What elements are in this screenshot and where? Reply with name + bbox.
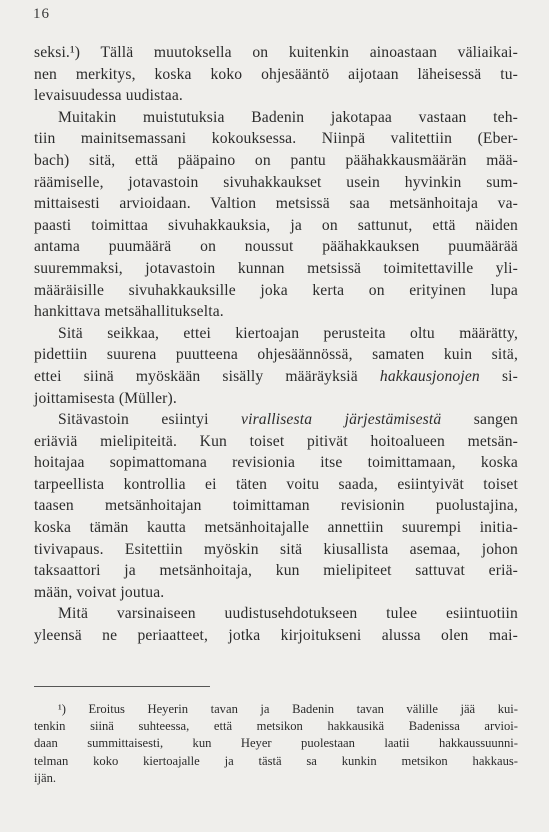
text-line: mittaisesti arvioidaan. Valtion metsissä saa metsänhoitaja va- — [34, 195, 518, 213]
footnote-line: ¹) Eroitus Heyerin tavan ja Badenin tavan välille jää kui- — [58, 702, 518, 716]
text-line: Mitä varsinaiseen uudistusehdotukseen tulee esiintuotiin — [58, 605, 518, 623]
text-line: Sitävastoin esiintyi virallisesta järjestämisestä sangen — [58, 411, 518, 429]
text-line: levaisuudessa uudistaa. — [34, 87, 183, 105]
page-number: 16 — [33, 6, 50, 22]
text-line: määräisille sivuhakkauksille joka kerta on erityinen lupa — [34, 281, 518, 299]
text-line: tiin mainitsemassani kokouksessa. Niinpä valitettiin (Eber- — [34, 130, 518, 148]
footnote-line: daan summittaisesti, kun Heyer puolestaan laatii hakkaussuunni- — [34, 736, 518, 751]
text-line: suuremmaksi, jotavastoin kunnan metsissä toimitettaville yli- — [34, 259, 518, 277]
text-line: tarpeellista kontrollia ei täten voitu saada, esiintyivät toiset — [34, 475, 518, 493]
footnotes — [34, 701, 518, 787]
footnote-line: ijän. — [34, 770, 57, 785]
text-line: taksaattori ja metsänhoitaja, kun mielipiteet sattuvat eriä- — [34, 562, 518, 580]
body-text — [34, 42, 518, 647]
text-line: räämiselle, jotavastoin sivuhakkaukset usein hyvinkin sum- — [34, 173, 518, 191]
footnote-line: telman koko kiertoajalle ja tästä sa kunkin metsikon hakkaus- — [34, 753, 518, 768]
text-line: joittamisesta (Müller). — [34, 389, 177, 407]
text-line: Muitakin muistutuksia Badenin jakotapaa vastaan teh- — [58, 108, 518, 126]
footnote-line: tenkin siinä suhteessa, että metsikon hakkausikä Badenissa arvioi- — [34, 719, 518, 734]
text-line: seksi.¹) Tällä muutoksella on kuitenkin ainoastaan väliaikai- — [34, 44, 518, 61]
text-line: bach) sitä, että pääpaino on pantu päähakkausmäärän mää- — [34, 151, 518, 169]
text-line: ettei siinä myöskään sisälly määräyksiä hakkausjonojen si- — [34, 367, 518, 385]
text-line: Sitä seikkaa, ettei kiertoajan perusteita oltu määrätty, — [58, 324, 518, 342]
text-line: yleensä ne periaatteet, jotka kirjoitukseni alussa olen mai- — [34, 627, 518, 645]
text-line: nen merkitys, koska koko ohjesääntö aijotaan läheisessä tu- — [34, 65, 518, 83]
italic-phrase: virallisesta järjestämisestä — [241, 411, 442, 429]
text-line: hankittava metsähallitukselta. — [34, 303, 224, 321]
text-line: mään, voivat joutua. — [34, 583, 165, 601]
text-line: paasti toimittaa sivuhakkauksia, ja on sattunut, että näiden — [34, 216, 518, 234]
text-line: eriäviä mielipiteitä. Kun toiset pitivät hoitoalueen metsän- — [34, 432, 518, 450]
text-line: taasen metsänhoitajan toimittaman revisionin puolustajina, — [34, 497, 518, 515]
text-line: hoitajaa sopimattomana revisionia itse toimittamaan, koska — [34, 454, 518, 472]
text-line: pidettiin suurena puutteena ohjesäännössä, samaten kuin sitä, — [34, 346, 518, 364]
text-line: tivivapaus. Esitettiin myöskin sitä kiusallista asemaa, johon — [34, 540, 518, 558]
text-line: koska tämän kautta metsänhoitajalle annettiin suurempi initia- — [34, 519, 518, 537]
italic-phrase: hakkausjonojen — [379, 367, 480, 385]
footnote-divider — [34, 686, 210, 687]
text-line: antama puumäärä on noussut päähakkauksen puumäärää — [34, 238, 518, 256]
